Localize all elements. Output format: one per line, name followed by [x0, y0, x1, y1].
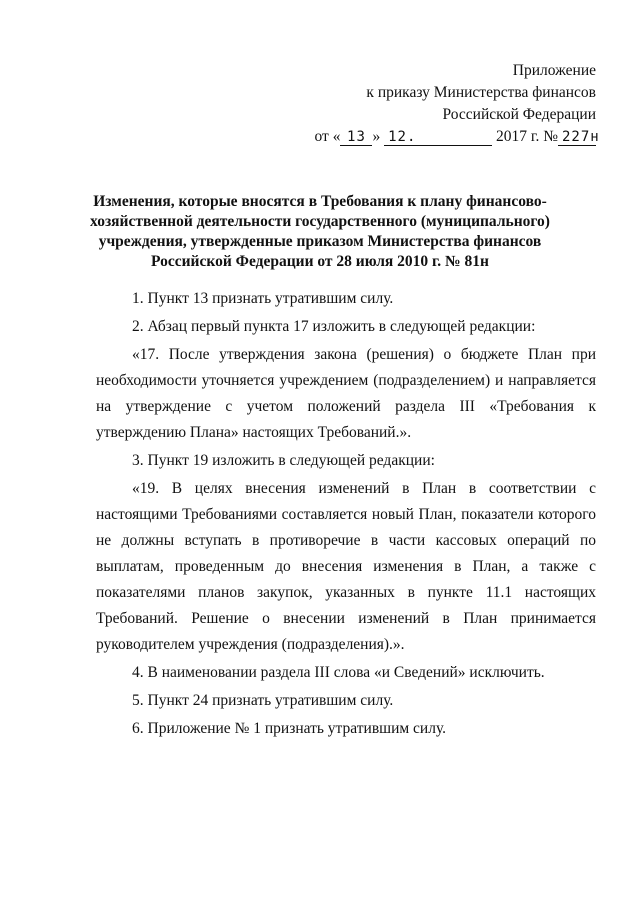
- date-prefix: от «: [314, 128, 341, 145]
- paragraph-3: 3. Пункт 19 изложить в следующей редакции:: [132, 452, 435, 469]
- paragraph-4: 4. В наименовании раздела III слова «и Сведений» исключить.: [132, 664, 545, 681]
- paragraph-5: 5. Пункт 24 признать утратившим силу.: [132, 692, 394, 709]
- header-order-ref: к приказу Министерства финансов: [366, 84, 596, 101]
- paragraph-3-quote: «19. В целях внесения изменений в План в соответствии с настоящими Требованиями составляется новый План, показатели которого не должны вступать в противоречие в части кассовых операций по выплатам, проведенным до внесения изменения в План, а также с показателями планов закупок, указанных в пункте 11.1 настоящих Требований. Решение о внесении изменений в План принимается руководителем учреждения (подразделения).».: [96, 480, 596, 653]
- header-federation: Российской Федерации: [442, 106, 596, 123]
- paragraph-2: 2. Абзац первый пункта 17 изложить в следующей редакции:: [132, 318, 536, 335]
- document-title: Изменения, которые вносятся в Требования к плану финансово-хозяйственной деятельности государственного (муниципального) учреждения, утвержденные приказом Министерства финансов Российской Федерации от 28 июля 2010 г. № 81н: [90, 193, 550, 270]
- paragraph-2-quote: «17. После утверждения закона (решения) о бюджете План при необходимости уточняется учреждением (подразделением) и направляется на утверждение с учетом положений раздела III «Требования к утверждению Плана» настоящих Требований.».: [96, 346, 596, 441]
- date-day-handwritten: 13: [340, 129, 372, 146]
- header-date-line: [314, 126, 600, 148]
- date-month-handwritten: 12.: [384, 129, 492, 146]
- paragraph-6: 6. Приложение № 1 признать утратившим силу.: [132, 720, 447, 737]
- header-appendix: Приложение: [512, 62, 596, 79]
- document-body: [96, 286, 596, 744]
- order-number-handwritten: 227н: [558, 129, 596, 146]
- date-quote-close: »: [372, 128, 381, 145]
- date-year: 2017 г. №: [495, 128, 558, 145]
- paragraph-1: 1. Пункт 13 признать утратившим силу.: [132, 290, 394, 307]
- attachment-header: [314, 60, 600, 148]
